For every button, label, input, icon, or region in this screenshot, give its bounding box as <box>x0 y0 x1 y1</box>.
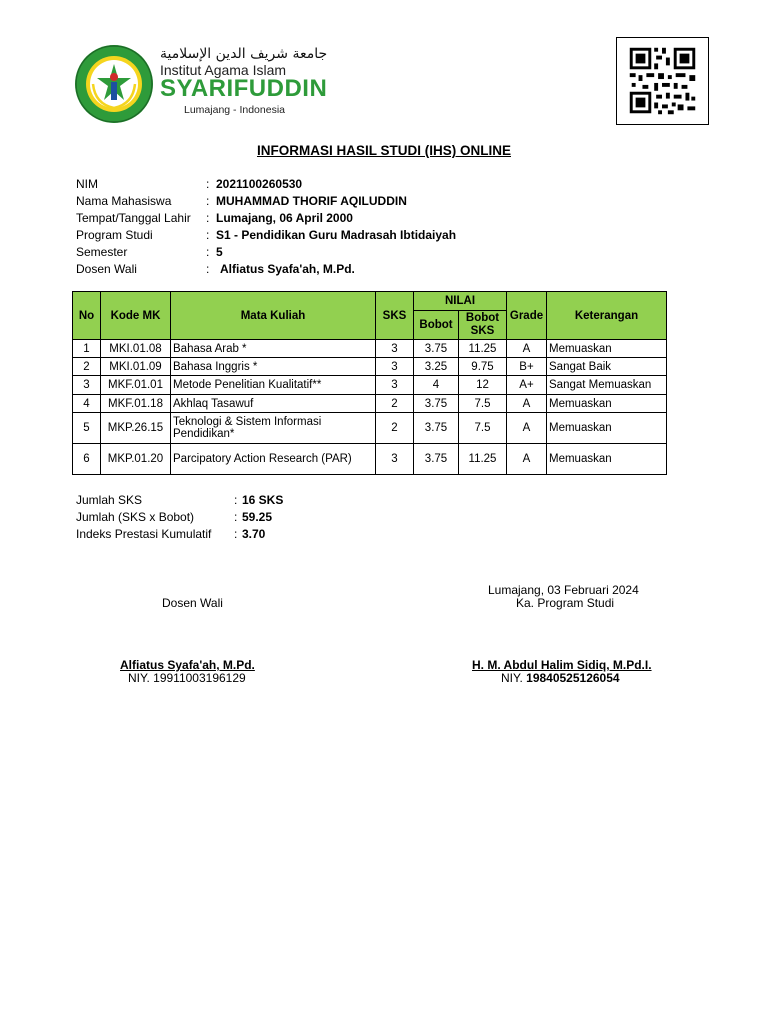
cell-keterangan: Sangat Memuaskan <box>547 376 667 395</box>
info-label: NIM <box>76 177 98 191</box>
institution-logo <box>73 44 155 124</box>
cell-bobot: 3.75 <box>414 413 459 444</box>
right-signer-niy <box>501 671 620 685</box>
info-label: Dosen Wali <box>76 262 137 276</box>
table-row <box>73 376 667 395</box>
cell-bobot-sks: 7.5 <box>459 395 507 413</box>
cell-sks: 2 <box>376 413 414 444</box>
cell-sks: 3 <box>376 340 414 358</box>
summary-value: 59.25 <box>242 510 273 524</box>
qr-code <box>616 37 709 125</box>
info-value: MUHAMMAD THORIF AQILUDDIN <box>216 194 407 208</box>
cell-bobot-sks: 7.5 <box>459 413 507 444</box>
niy-value: 19840525126054 <box>526 671 620 685</box>
cell-sks: 3 <box>376 358 414 376</box>
info-colon: : <box>206 211 210 225</box>
cell-bobot: 3.75 <box>414 444 459 475</box>
cell-mata-kuliah: Bahasa Arab * <box>171 340 376 358</box>
niy-label: NIY. <box>501 671 523 685</box>
cell-mata-kuliah: Teknologi & Sistem Informasi Pendidikan* <box>171 413 376 444</box>
info-value: 5 <box>216 245 223 259</box>
institution-city: Lumajang - Indonesia <box>184 104 285 116</box>
info-colon: : <box>206 177 210 191</box>
summary-value: 3.70 <box>242 527 266 541</box>
cell-bobot-sks: 11.25 <box>459 340 507 358</box>
summary-label: Jumlah SKS <box>76 493 143 507</box>
cell-sks: 3 <box>376 376 414 395</box>
cell-kode-mk: MKF.01.01 <box>101 376 171 395</box>
cell-kode-mk: MKP.01.20 <box>101 444 171 475</box>
cell-bobot: 4 <box>414 376 459 395</box>
info-label: Tempat/Tanggal Lahir <box>76 211 191 225</box>
cell-grade: A <box>507 395 547 413</box>
left-signer-role: Dosen Wali <box>162 596 223 610</box>
cell-no: 5 <box>73 413 101 444</box>
header-sks: SKS <box>376 292 414 340</box>
info-colon: : <box>206 228 210 242</box>
niy-value: 19911003196129 <box>153 671 246 685</box>
header-kode-mk: Kode MK <box>101 292 171 340</box>
cell-sks: 3 <box>376 444 414 475</box>
cell-keterangan: Memuaskan <box>547 413 667 444</box>
info-value: 2021100260530 <box>216 177 303 191</box>
cell-bobot: 3.75 <box>414 340 459 358</box>
cell-keterangan: Memuaskan <box>547 395 667 413</box>
header-no: No <box>73 292 101 340</box>
cell-mata-kuliah: Metode Penelitian Kualitatif** <box>171 376 376 395</box>
cell-no: 3 <box>73 376 101 395</box>
institution-type: Institut Agama Islam <box>160 62 287 78</box>
info-value: Alfiatus Syafa'ah, M.Pd. <box>220 262 355 276</box>
info-value: Lumajang, 06 April 2000 <box>216 211 353 225</box>
header-nilai: NILAI <box>414 292 507 311</box>
niy-label: NIY. <box>128 671 150 685</box>
cell-kode-mk: MKF.01.18 <box>101 395 171 413</box>
info-colon: : <box>206 194 210 208</box>
cell-no: 6 <box>73 444 101 475</box>
cell-kode-mk: MKI.01.08 <box>101 340 171 358</box>
cell-keterangan: Memuaskan <box>547 340 667 358</box>
info-colon: : <box>206 262 210 276</box>
summary-colon: : <box>234 510 238 524</box>
institution-arabic-name: جامعة شريف الدين الإسلامية <box>160 46 328 62</box>
table-row <box>73 358 667 376</box>
cell-no: 2 <box>73 358 101 376</box>
cell-keterangan: Memuaskan <box>547 444 667 475</box>
cell-bobot: 3.25 <box>414 358 459 376</box>
info-value: S1 - Pendidikan Guru Madrasah Ibtidaiyah <box>216 228 457 242</box>
cell-sks: 2 <box>376 395 414 413</box>
cell-grade: A <box>507 413 547 444</box>
cell-kode-mk: MKP.26.15 <box>101 413 171 444</box>
summary-label: Jumlah (SKS x Bobot) <box>76 510 195 524</box>
cell-mata-kuliah: Parcipatory Action Research (PAR) <box>171 444 376 475</box>
cell-mata-kuliah: Bahasa Inggris * <box>171 358 376 376</box>
cell-no: 4 <box>73 395 101 413</box>
header-grade: Grade <box>507 292 547 340</box>
header-mata-kuliah: Mata Kuliah <box>171 292 376 340</box>
cell-keterangan: Sangat Baik <box>547 358 667 376</box>
page-title: INFORMASI HASIL STUDI (IHS) ONLINE <box>256 143 511 158</box>
cell-grade: B+ <box>507 358 547 376</box>
cell-grade: A <box>507 340 547 358</box>
cell-mata-kuliah: Akhlaq Tasawuf <box>171 395 376 413</box>
table-row <box>73 413 667 444</box>
table-row <box>73 395 667 413</box>
cell-bobot-sks: 11.25 <box>459 444 507 475</box>
header-keterangan: Keterangan <box>547 292 667 340</box>
left-signer-name: Alfiatus Syafa'ah, M.Pd. <box>120 658 255 672</box>
summary-label: Indeks Prestasi Kumulatif <box>76 527 212 541</box>
table-header-row <box>73 292 667 311</box>
cell-no: 1 <box>73 340 101 358</box>
grades-table <box>72 291 667 475</box>
cell-bobot: 3.75 <box>414 395 459 413</box>
table-row <box>73 340 667 358</box>
header-bobot: Bobot <box>414 311 459 340</box>
info-label: Semester <box>76 245 128 259</box>
right-signer-role: Ka. Program Studi <box>516 596 615 610</box>
right-signer-name: H. M. Abdul Halim Sidiq, M.Pd.I. <box>472 658 652 672</box>
summary-value: 16 SKS <box>242 493 284 507</box>
cell-bobot-sks: 12 <box>459 376 507 395</box>
place-date: Lumajang, 03 Februari 2024 <box>488 583 639 597</box>
summary-colon: : <box>234 527 238 541</box>
info-label: Program Studi <box>76 228 153 242</box>
header-bobot-sks: Bobot SKS <box>459 311 507 340</box>
table-row <box>73 444 667 475</box>
institution-name: SYARIFUDDIN <box>160 75 328 102</box>
cell-kode-mk: MKI.01.09 <box>101 358 171 376</box>
summary-colon: : <box>234 493 238 507</box>
info-colon: : <box>206 245 210 259</box>
cell-bobot-sks: 9.75 <box>459 358 507 376</box>
info-label: Nama Mahasiswa <box>76 194 172 208</box>
cell-grade: A+ <box>507 376 547 395</box>
cell-grade: A <box>507 444 547 475</box>
left-signer-niy <box>128 671 246 685</box>
